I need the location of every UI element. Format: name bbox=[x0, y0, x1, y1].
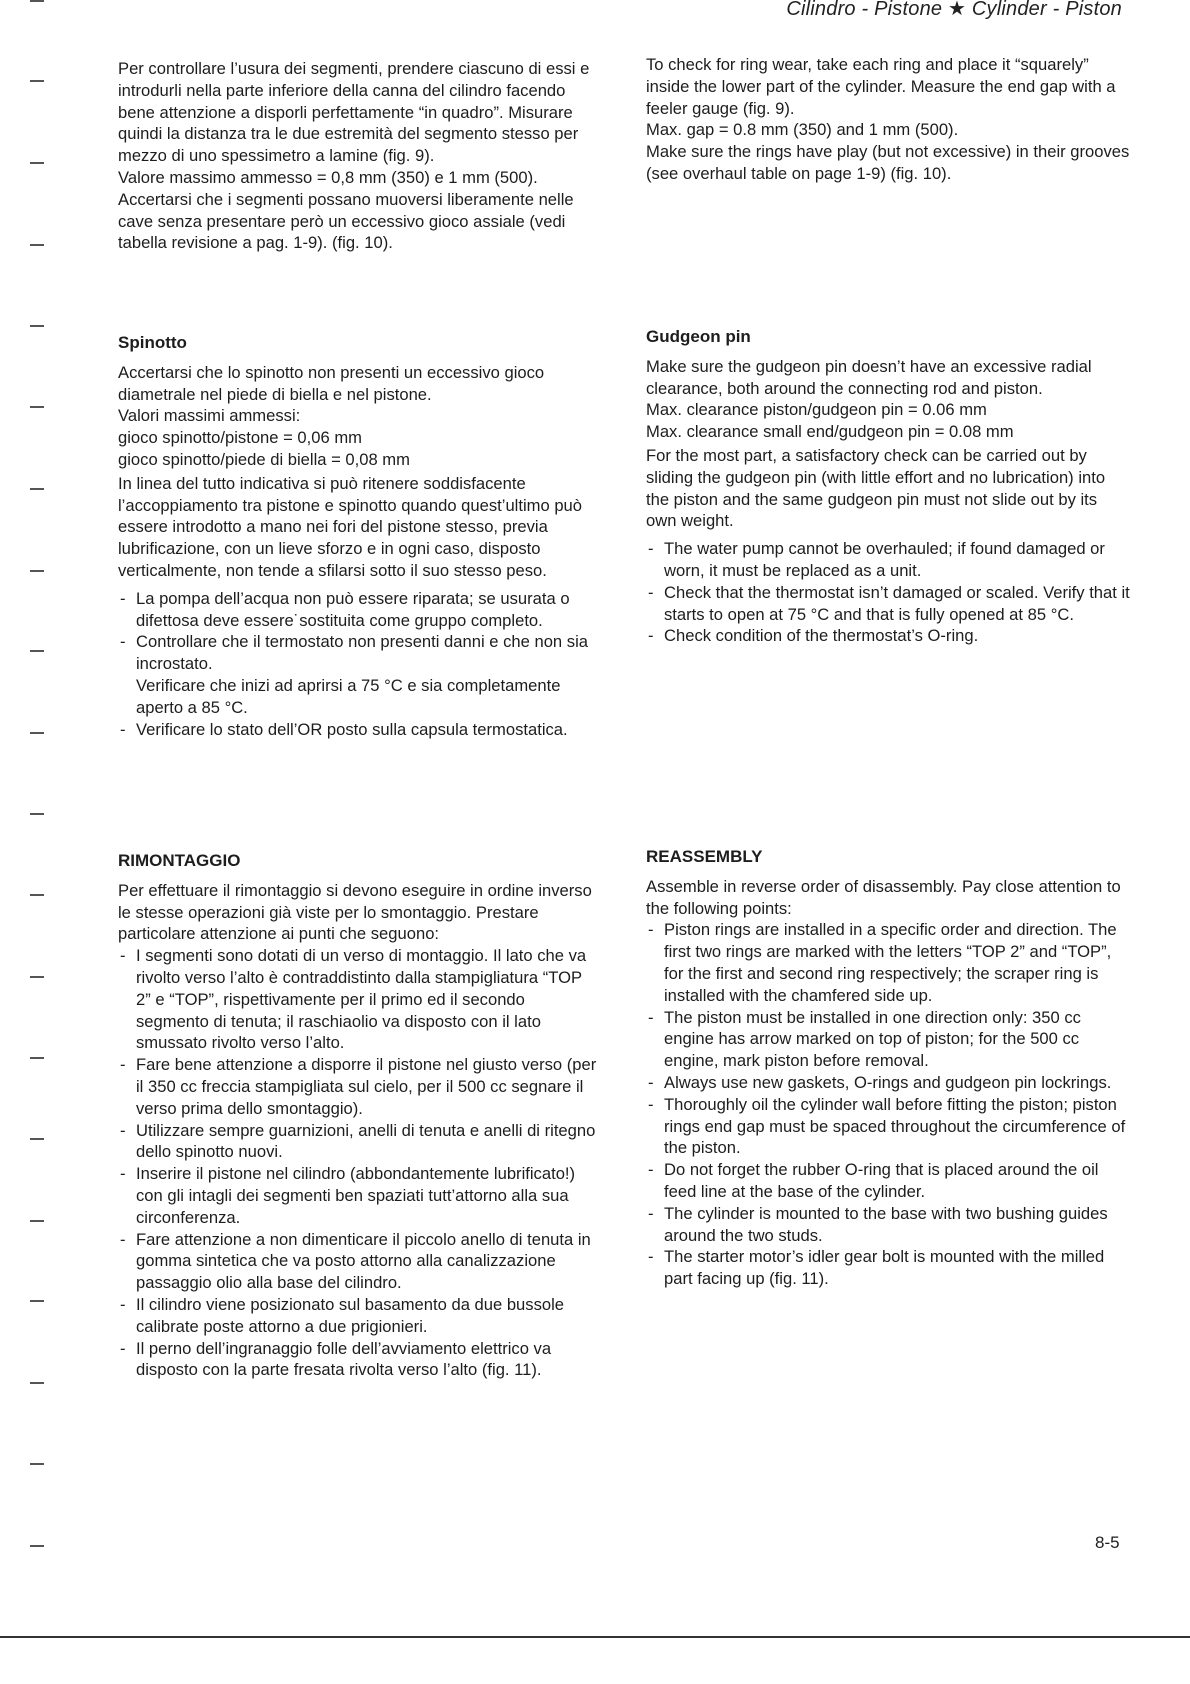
list-item: - Thoroughly oil the cylinder wall before fitting the piston; piston rings end gap must be spaced throughout the circumference of the piston. bbox=[646, 1094, 1130, 1159]
list-item: - The water pump cannot be overhauled; if found damaged or worn, it must be replaced as a unit. bbox=[646, 538, 1130, 582]
it-spinotto-heading: Spinotto bbox=[118, 333, 187, 352]
it-ring-check-p3: Accertarsi che i segmenti possano muoversi liberamente nelle cave senza presentare però un eccessivo gioco assiale (vedi tabella revisione a pag. 1-9). (fig. 10). bbox=[118, 189, 574, 253]
page-number: 8-5 bbox=[1095, 1533, 1120, 1552]
list-item: - La pompa dell’acqua non può essere riparata; se usurata o difettosa deve essere˙sostituita come gruppo completo. bbox=[118, 588, 598, 632]
it-spinotto-line: Accertarsi che lo spinotto non presenti un eccessivo gioco diametrale nel piede di biella e nel pistone. bbox=[118, 362, 545, 404]
page-header: Cilindro - Pistone ★ Cylinder - Piston bbox=[786, 0, 1122, 20]
footer-rule bbox=[0, 1636, 1190, 1638]
en-ring-check-p2: Max. gap = 0.8 mm (350) and 1 mm (500). bbox=[646, 120, 959, 140]
list-item: - Fare attenzione a non dimenticare il piccolo anello di tenuta in gomma sintetica che va posto attorno alla canalizzazione passaggio olio alla base del cilindro. bbox=[118, 1229, 598, 1294]
it-rimontaggio-intro: Per effettuare il rimontaggio si devono eseguire in ordine inverso le stesse operazioni già viste per lo smontaggio. Prestare particolare attenzione ai punti che seguono: bbox=[118, 880, 592, 944]
it-spinotto-line: gioco spinotto/piede di biella = 0,08 mm bbox=[118, 449, 410, 469]
list-item: - Do not forget the rubber O-ring that is placed around the oil feed line at the base of the cylinder. bbox=[646, 1159, 1130, 1203]
en-ring-check-p3: Make sure the rings have play (but not excessive) in their grooves (see overhaul table on page 1-9) (fig. 10). bbox=[646, 142, 1130, 183]
list-item: - Check that the thermostat isn’t damaged or scaled. Verify that it starts to open at 75 °C and that is fully opened at 85 °C. bbox=[646, 582, 1130, 626]
it-ring-check bbox=[118, 58, 598, 254]
list-item: - The starter motor’s idler gear bolt is mounted with the milled part facing up (fig. 11). bbox=[646, 1246, 1130, 1290]
en-reassembly-intro: Assemble in reverse order of disassembly. Pay close attention to the following points: bbox=[646, 876, 1121, 918]
en-gudgeon-heading: Gudgeon pin bbox=[646, 327, 751, 346]
list-item: - I segmenti sono dotati di un verso di montaggio. Il lato che va rivolto verso l’alto è contraddistinto dalla stampigliatura “TOP 2” e “TOP”, rispettivamente per il primo ed il secondo segmento di tenuta; il raschiaolio va disposto con il lato smussato rivolto verso l’alto. bbox=[118, 945, 598, 1054]
it-spinotto-section bbox=[118, 332, 598, 740]
en-reassembly-heading: REASSEMBLY bbox=[646, 847, 763, 866]
it-rimontaggio-section bbox=[118, 850, 598, 1381]
it-ring-check-p2: Valore massimo ammesso = 0,8 mm (350) e 1 mm (500). bbox=[118, 167, 538, 187]
list-item: - Always use new gaskets, O-rings and gudgeon pin lockrings. bbox=[646, 1072, 1130, 1094]
en-gudgeon-section bbox=[646, 326, 1130, 647]
en-ring-check bbox=[646, 54, 1130, 185]
list-item: - Il cilindro viene posizionato sul basamento da due bussole calibrate poste attorno a due prigionieri. bbox=[118, 1294, 598, 1338]
list-item: - Fare bene attenzione a disporre il pistone nel giusto verso (per il 350 cc freccia stampigliata sul cielo, per il 500 cc segnare il verso prima dello smontaggio). bbox=[118, 1054, 598, 1119]
list-item: - Check condition of the thermostat’s O-ring. bbox=[646, 625, 1130, 647]
list-item: - Il perno dell’ingranaggio folle dell’avviamento elettrico va disposto con la parte fresata rivolta verso l’alto (fig. 11). bbox=[118, 1338, 598, 1382]
en-gudgeon-line: For the most part, a satisfactory check can be carried out by sliding the gudgeon pin (with little effort and no lubrication) into the piston and the same gudgeon pin must not slide out by its own weight. bbox=[646, 445, 1106, 531]
list-item: - Controllare che il termostato non presenti danni e che non sia incrostato. Verificare che inizi ad aprirsi a 75 °C e sia completamente aperto a 85 °C. bbox=[118, 631, 598, 718]
it-spinotto-line: Valori massimi ammessi: bbox=[118, 406, 301, 426]
en-reassembly-section bbox=[646, 846, 1130, 1290]
list-item: - Utilizzare sempre guarnizioni, anelli di tenuta e anelli di ritegno dello spinotto nuovi. bbox=[118, 1120, 598, 1164]
en-ring-check-p1: To check for ring wear, take each ring and place it “squarely” inside the lower part of the cylinder. Measure the end gap with a feeler gauge (fig. 9). bbox=[646, 55, 1116, 118]
list-item: - Verificare lo stato dell’OR posto sulla capsula termostatica. bbox=[118, 719, 598, 741]
en-gudgeon-list bbox=[646, 538, 1130, 647]
list-item: - Piston rings are installed in a specific order and direction. The first two rings are marked with the letters “TOP 2” and “TOP”, for the first and second ring respectively; the scraper ring is installed with the chamfered side up. bbox=[646, 919, 1130, 1006]
list-item: - The cylinder is mounted to the base with two bushing guides around the two studs. bbox=[646, 1203, 1130, 1247]
it-ring-check-p1: Per controllare l’usura dei segmenti, prendere ciascuno di essi e introdurli nella parte inferiore della canna del cilindro facendo bene attenzione a disporli perfettamente “in quadro”. Misurare quindi la distanza tra le due estremità del segmento stesso per mezzo di uno spessimetro a lamine (fig. 9). bbox=[118, 59, 590, 166]
it-rimontaggio-list bbox=[118, 945, 598, 1381]
en-gudgeon-line: Max. clearance small end/gudgeon pin = 0.08 mm bbox=[646, 422, 1014, 442]
en-gudgeon-line: Make sure the gudgeon pin doesn’t have an excessive radial clearance, both around the connecting rod and piston. bbox=[646, 356, 1092, 398]
list-item: - The piston must be installed in one direction only: 350 cc engine has arrow marked on top of piston; for the 500 cc engine, mark piston before removal. bbox=[646, 1007, 1130, 1072]
list-item: - Inserire il pistone nel cilindro (abbondantemente lubrificato!) con gli intagli dei segmenti ben spaziati tutt’attorno alla sua circonferenza. bbox=[118, 1163, 598, 1228]
en-reassembly-list bbox=[646, 919, 1130, 1290]
it-spinotto-line: In linea del tutto indicativa si può ritenere soddisfacente l’accoppiamento tra pistone e spinotto quando quest’ultimo può essere introdotto a mano nei fori del pistone stesso, previa lubrificazione, con un lieve sforzo e in ogni caso, disposto verticalmente, non tende a sfilarsi sotto il suo stesso peso. bbox=[118, 473, 583, 580]
it-rimontaggio-heading: RIMONTAGGIO bbox=[118, 851, 241, 870]
en-gudgeon-line: Max. clearance piston/gudgeon pin = 0.06 mm bbox=[646, 400, 987, 420]
it-spinotto-list bbox=[118, 588, 598, 741]
it-spinotto-line: gioco spinotto/pistone = 0,06 mm bbox=[118, 428, 362, 448]
